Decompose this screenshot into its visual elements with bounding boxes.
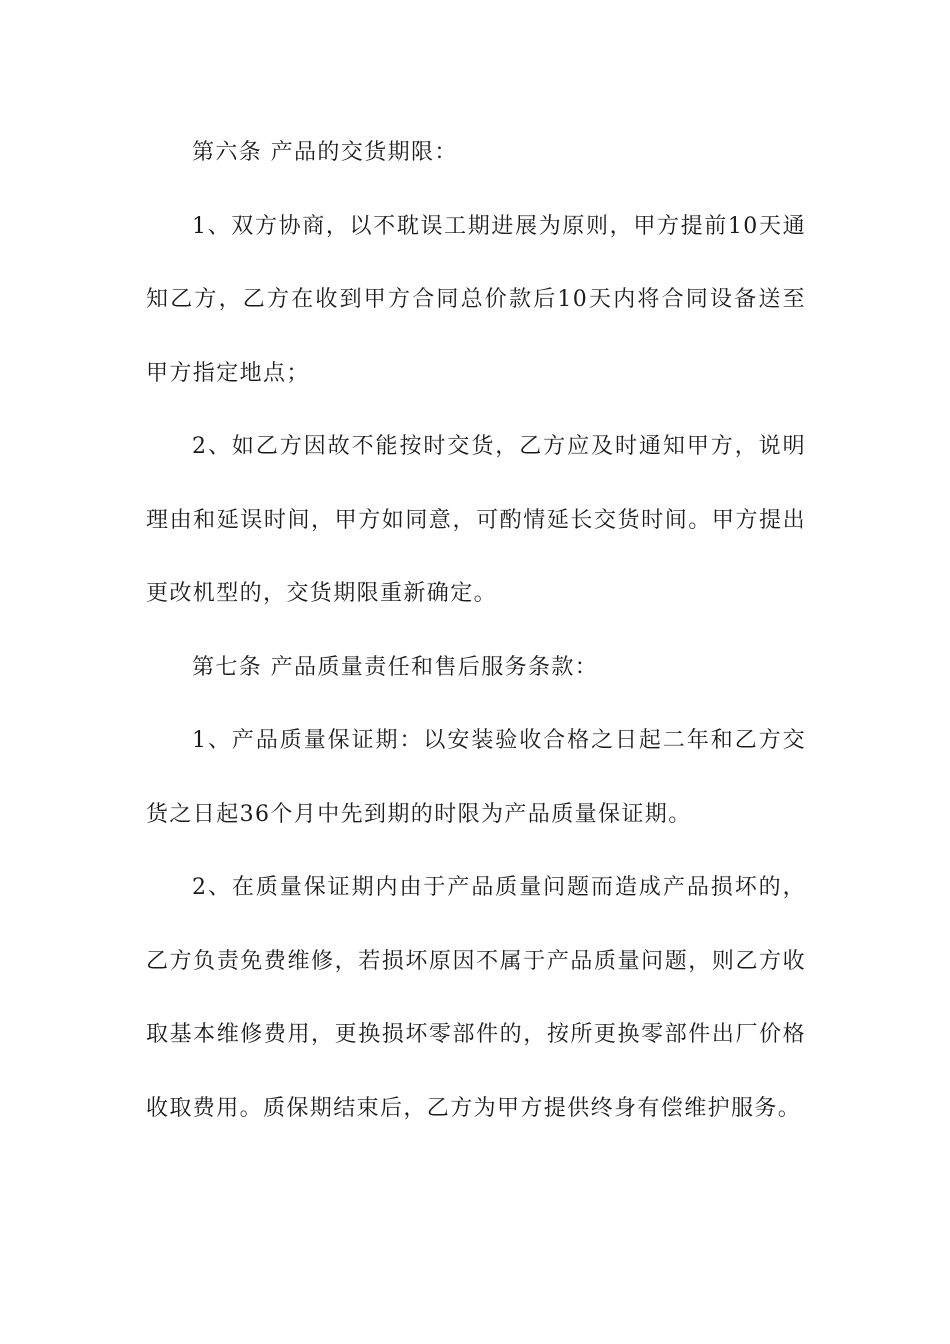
article-6-clause-2: 2、如乙方因故不能按时交货，乙方应及时通知甲方，说明理由和延误时间，甲方如同意，可酌情延长交货时间。甲方提出更改机型的，交货期限重新确定。: [146, 434, 806, 606]
article-7-clause-1: 1、产品质量保证期：以安装验收合格之日起二年和乙方交货之日起36个月中先到期的时限为产品质量保证期。: [146, 728, 806, 827]
document-body: [146, 116, 806, 1145]
article-7-heading: 第七条 产品质量责任和售后服务条款：: [192, 654, 599, 680]
article-6-heading: 第六条 产品的交货期限：: [192, 140, 458, 165]
article-7-clause-2: 2、在质量保证期内由于产品质量问题而造成产品损坏的，乙方负责免费维修，若损坏原因不属于产品质量问题，则乙方收取基本维修费用，更换损坏零部件的，按所更换零部件出厂价格收取费用。质保期结束后，乙方为甲方提供终身有偿维护服务。: [146, 875, 806, 1121]
article-6-clause-1: 1、双方协商，以不耽误工期进展为原则，甲方提前10天通知乙方，乙方在收到甲方合同总价款后10天内将合同设备送至甲方指定地点；: [146, 213, 806, 386]
